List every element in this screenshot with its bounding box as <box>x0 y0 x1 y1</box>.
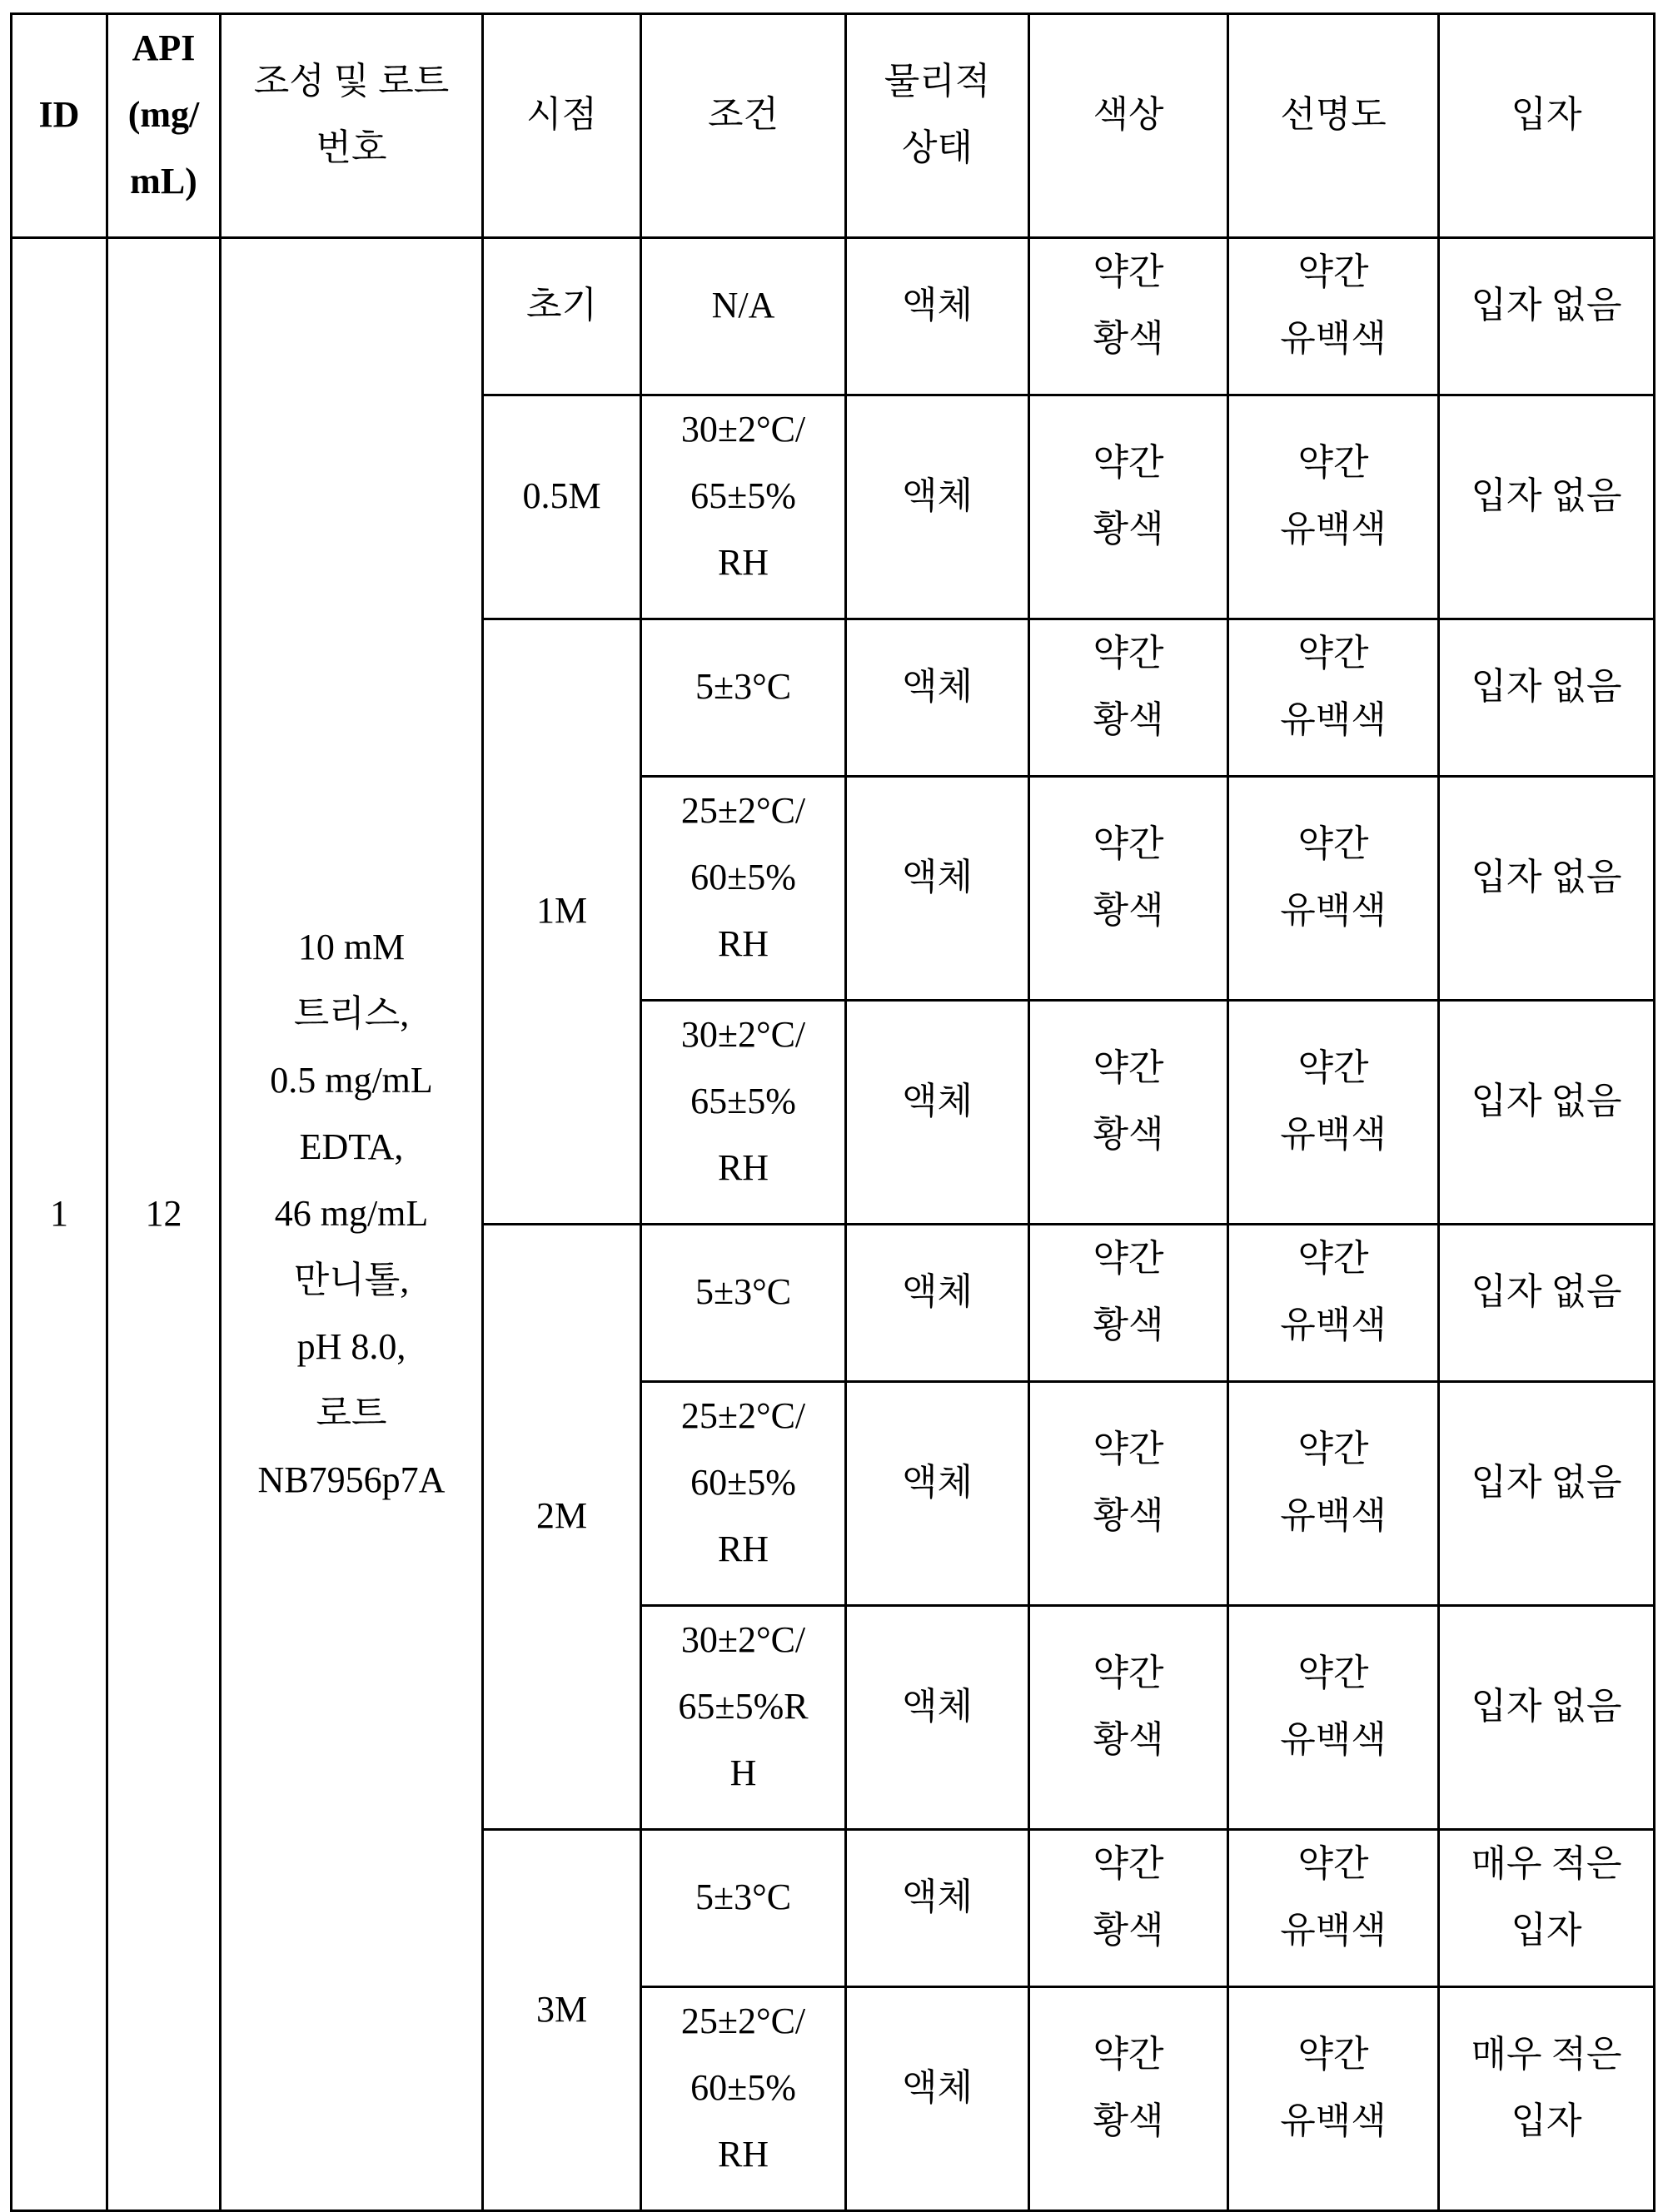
timepoint-cell: 3M <box>483 1830 641 2211</box>
color-cell: 약간 황색 <box>1029 1001 1228 1225</box>
physical-state-cell: 액체 <box>846 1001 1029 1225</box>
particles-cell: 입자 없음 <box>1439 1606 1655 1830</box>
clarity-cell: 약간 유백색 <box>1228 1225 1439 1382</box>
condition-cell: 30±2°C/ 65±5%R H <box>641 1606 846 1830</box>
condition-cell: 5±3°C <box>641 1225 846 1382</box>
particles-cell: 입자 없음 <box>1439 1382 1655 1606</box>
color-cell: 약간 황색 <box>1029 1382 1228 1606</box>
api-concentration-cell: 12 <box>107 238 221 2211</box>
timepoint-cell: 2M <box>483 1225 641 1830</box>
physical-state-cell: 액체 <box>846 395 1029 619</box>
condition-cell: 5±3°C <box>641 1830 846 1987</box>
color-cell: 약간 황색 <box>1029 777 1228 1001</box>
physical-state-cell: 액체 <box>846 1382 1029 1606</box>
clarity-cell: 약간 유백색 <box>1228 1606 1439 1830</box>
color-cell: 약간 황색 <box>1029 1987 1228 2211</box>
header-composition: 조성 및 로트 번호 <box>221 14 483 238</box>
color-cell: 약간 황색 <box>1029 619 1228 777</box>
color-cell: 약간 황색 <box>1029 1225 1228 1382</box>
timepoint-cell: 0.5M <box>483 395 641 619</box>
condition-cell: 30±2°C/ 65±5% RH <box>641 395 846 619</box>
timepoint-cell: 1M <box>483 619 641 1225</box>
condition-cell: 25±2°C/ 60±5% RH <box>641 1987 846 2211</box>
condition-cell: 25±2°C/ 60±5% RH <box>641 777 846 1001</box>
color-cell: 약간 황색 <box>1029 1830 1228 1987</box>
header-particles: 입자 <box>1439 14 1655 238</box>
physical-state-cell: 액체 <box>846 777 1029 1001</box>
condition-cell: 25±2°C/ 60±5% RH <box>641 1382 846 1606</box>
physical-state-cell: 액체 <box>846 1606 1029 1830</box>
clarity-cell: 약간 유백색 <box>1228 238 1439 395</box>
clarity-cell: 약간 유백색 <box>1228 619 1439 777</box>
clarity-cell: 약간 유백색 <box>1228 1001 1439 1225</box>
particles-cell: 입자 없음 <box>1439 395 1655 619</box>
particles-cell: 입자 없음 <box>1439 619 1655 777</box>
physical-state-cell: 액체 <box>846 1225 1029 1382</box>
header-condition: 조건 <box>641 14 846 238</box>
clarity-cell: 약간 유백색 <box>1228 777 1439 1001</box>
clarity-cell: 약간 유백색 <box>1228 1830 1439 1987</box>
particles-cell: 매우 적은 입자 <box>1439 1987 1655 2211</box>
header-row <box>12 14 1655 238</box>
composition-cell: 10 mM 트리스, 0.5 mg/mL EDTA, 46 mg/mL 만니톨, pH 8.0, 로트 NB7956p7A <box>221 238 483 2211</box>
stability-table <box>10 12 1656 2212</box>
physical-state-cell: 액체 <box>846 619 1029 777</box>
condition-cell: 30±2°C/ 65±5% RH <box>641 1001 846 1225</box>
header-timepoint: 시점 <box>483 14 641 238</box>
clarity-cell: 약간 유백색 <box>1228 395 1439 619</box>
header-id: ID <box>12 14 107 238</box>
clarity-cell: 약간 유백색 <box>1228 1382 1439 1606</box>
sample-id-cell: 1 <box>12 238 107 2211</box>
condition-cell: 5±3°C <box>641 619 846 777</box>
physical-state-cell: 액체 <box>846 1987 1029 2211</box>
header-color: 색상 <box>1029 14 1228 238</box>
particles-cell: 입자 없음 <box>1439 1225 1655 1382</box>
color-cell: 약간 황색 <box>1029 1606 1228 1830</box>
table-row <box>12 238 1655 395</box>
particles-cell: 입자 없음 <box>1439 1001 1655 1225</box>
particles-cell: 입자 없음 <box>1439 777 1655 1001</box>
clarity-cell: 약간 유백색 <box>1228 1987 1439 2211</box>
physical-state-cell: 액체 <box>846 1830 1029 1987</box>
particles-cell: 매우 적은 입자 <box>1439 1830 1655 1987</box>
condition-cell: N/A <box>641 238 846 395</box>
physical-state-cell: 액체 <box>846 238 1029 395</box>
header-physical-state: 물리적 상태 <box>846 14 1029 238</box>
timepoint-cell: 초기 <box>483 238 641 395</box>
color-cell: 약간 황색 <box>1029 395 1228 619</box>
color-cell: 약간 황색 <box>1029 238 1228 395</box>
particles-cell: 입자 없음 <box>1439 238 1655 395</box>
header-api: API (mg/ mL) <box>107 14 221 238</box>
header-clarity: 선명도 <box>1228 14 1439 238</box>
